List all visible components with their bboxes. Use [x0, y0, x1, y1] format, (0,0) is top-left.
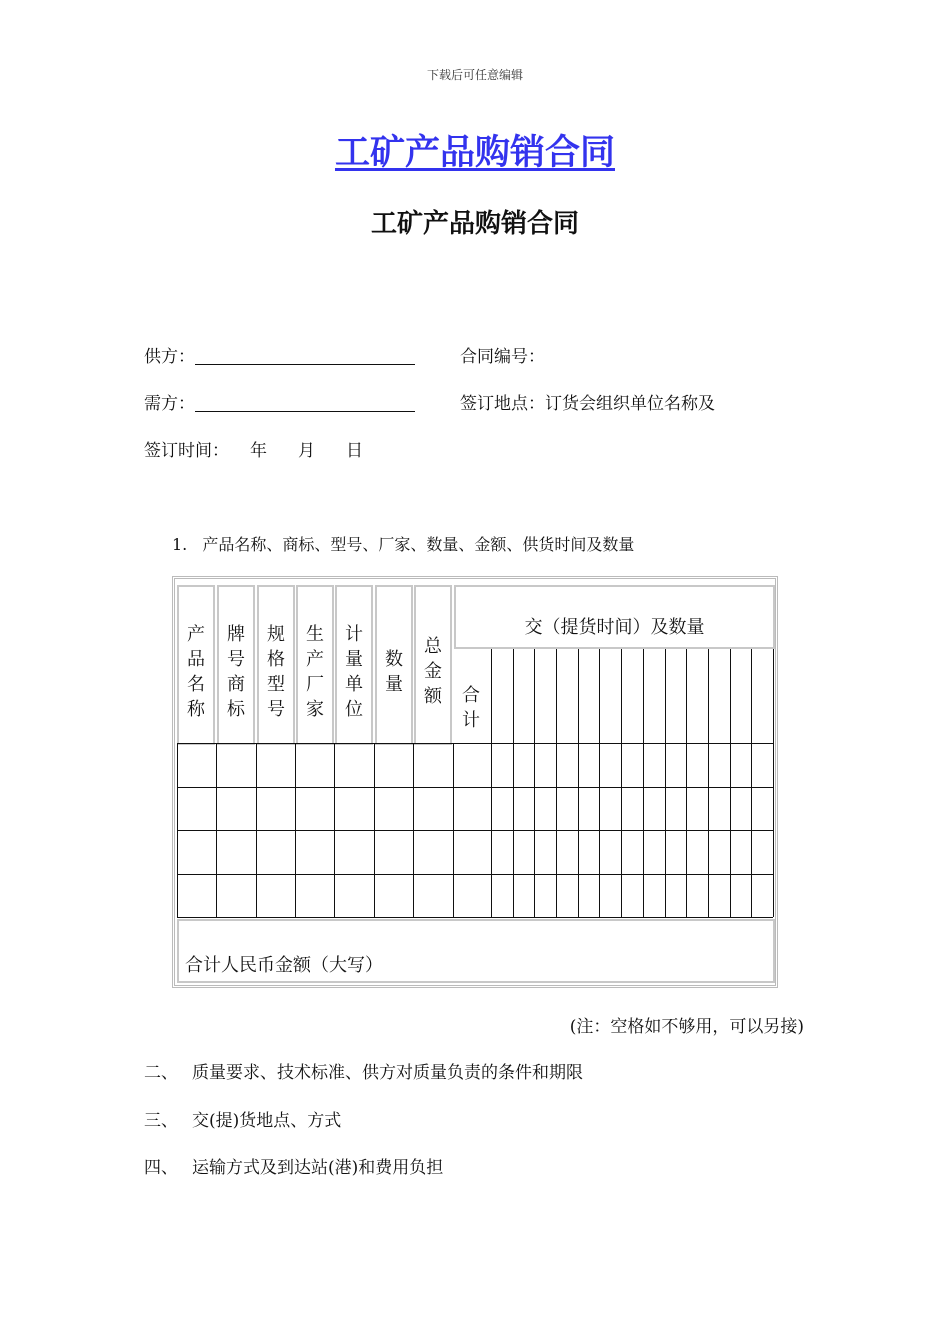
section-3-text: 交(提)货地点、方式: [192, 1111, 342, 1131]
section-4: [144, 1153, 443, 1178]
grid-col-line: [534, 649, 535, 917]
section-3: [144, 1106, 341, 1131]
section-2: [144, 1058, 583, 1083]
col-header-unit-text: 计量单位: [345, 624, 363, 720]
subtotal-header-text: 合计: [462, 685, 480, 731]
grid-col-line: [643, 649, 644, 917]
buyer-label: 需方：: [144, 394, 195, 414]
grid-col-line: [686, 649, 687, 917]
grid-col-line: [751, 649, 752, 917]
contract-title: 工矿产品购销合同: [370, 209, 579, 239]
buyer-field: [144, 389, 415, 414]
grid-row-line: [177, 874, 773, 875]
grid-col-line: [491, 649, 492, 917]
sign-day: 日: [346, 441, 363, 461]
col-header-product-name-text: 产品名称: [187, 624, 205, 720]
grid-row-line: [177, 917, 773, 918]
col-header-maker-text: 生产厂家: [306, 624, 324, 720]
section-1-heading: [172, 532, 634, 555]
table-note: (注：空格如不够用，可以另接): [569, 1017, 804, 1037]
grid-row-line: [177, 830, 773, 831]
sign-place-label: 签订地点：订货会组织单位名称及: [460, 394, 715, 414]
contract-title-link[interactable]: 工矿产品购销合同: [334, 133, 615, 173]
supplier-field: [144, 342, 415, 367]
grid-col-line: [621, 649, 622, 917]
col-header-quantity-text: 数量: [385, 649, 403, 695]
grid-col-line: [665, 649, 666, 917]
section-1-text: 产品名称、商标、型号、厂家、数量、金额、供货时间及数量: [202, 535, 635, 554]
section-3-number: 三、: [144, 1111, 178, 1131]
section-2-number: 二、: [144, 1063, 178, 1083]
col-header-brand-text: 牌号商标: [227, 624, 245, 720]
supplier-label: 供方：: [144, 347, 195, 367]
section-2-text: 质量要求、技术标准、供方对质量负责的条件和期限: [192, 1063, 583, 1083]
grid-col-line: [578, 649, 579, 917]
sign-time-label: 签订时间：: [144, 441, 229, 461]
grid-col-line: [556, 649, 557, 917]
col-header-total-amount-text: 总金额: [424, 636, 442, 707]
grid-row-line: [177, 743, 773, 744]
total-row-label: 合计人民币金额（大写）: [185, 955, 383, 976]
buyer-blank[interactable]: [195, 393, 415, 412]
section-1-number: 1.: [172, 535, 188, 554]
sign-year: 年: [250, 441, 267, 461]
grid-col-line: [730, 649, 731, 917]
grid-col-line: [708, 649, 709, 917]
delivery-header-text: 交（提货时间）及数量: [524, 617, 705, 638]
grid-col-line: [773, 649, 774, 917]
section-4-text: 运输方式及到达站(港)和费用负担: [192, 1158, 444, 1178]
sign-month: 月: [298, 441, 315, 461]
col-header-spec-text: 规格型号: [267, 624, 285, 720]
grid-row-line: [177, 787, 773, 788]
product-table: [172, 576, 778, 988]
section-4-number: 四、: [144, 1158, 178, 1178]
supplier-blank[interactable]: [195, 346, 415, 365]
contract-no-label: 合同编号：: [460, 347, 545, 367]
header-watermark: 下载后可任意编辑: [426, 68, 523, 82]
grid-col-line: [599, 649, 600, 917]
grid-col-line: [513, 649, 514, 917]
